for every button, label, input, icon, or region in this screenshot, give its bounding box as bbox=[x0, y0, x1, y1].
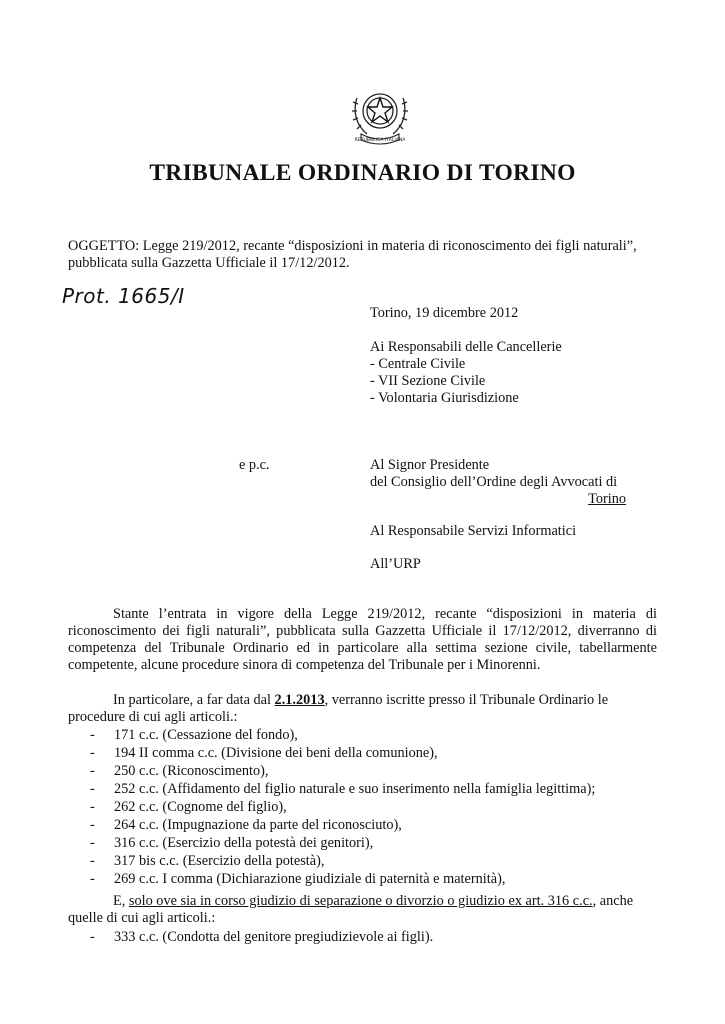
list-item bbox=[90, 853, 595, 871]
paragraph-2 bbox=[68, 692, 657, 726]
recipient-line: - VII Sezione Civile bbox=[370, 373, 486, 389]
recipient-line: - Centrale Civile bbox=[370, 356, 466, 372]
paragraph-1 bbox=[68, 606, 657, 674]
para1-line: competente, alcune procedure sinora di competenza del Tribunale per i Minorenni. bbox=[68, 657, 541, 673]
italian-republic-emblem-icon bbox=[349, 84, 411, 148]
list-item bbox=[90, 763, 595, 781]
bullet-dash: - bbox=[90, 835, 95, 851]
articles-list bbox=[90, 727, 595, 889]
president-line-1: Al Signor Presidente bbox=[370, 457, 490, 473]
para2-line-1 bbox=[68, 692, 657, 709]
bullet-dash: - bbox=[90, 929, 95, 945]
para3-line-1 bbox=[68, 893, 657, 910]
bullet-dash: - bbox=[90, 727, 95, 743]
article-text: 252 c.c. (Affidamento del figlio naturale e suo inserimento nella famiglia legittima); bbox=[114, 781, 596, 797]
para3-line-2: quelle di cui agli articoli.: bbox=[68, 910, 216, 926]
para2-line-2: procedure di cui agli articoli.: bbox=[68, 709, 238, 725]
bullet-dash: - bbox=[90, 745, 95, 761]
subject-block bbox=[68, 238, 668, 272]
articles-list-2 bbox=[90, 929, 433, 947]
article-text: 171 c.c. (Cessazione del fondo), bbox=[114, 727, 298, 743]
para3-text: E, bbox=[113, 893, 129, 909]
list-item bbox=[90, 817, 595, 835]
list-item bbox=[90, 835, 595, 853]
bullet-dash: - bbox=[90, 763, 95, 779]
article-text: 250 c.c. (Riconoscimento), bbox=[114, 763, 269, 779]
subject-line-2: pubblicata sulla Gazzetta Ufficiale il 17/12/2012. bbox=[68, 255, 350, 271]
recipient-urp: All’URP bbox=[370, 556, 421, 572]
para1-line: Stante l’entrata in vigore della Legge 219/2012, recante “disposizioni in materia di bbox=[113, 606, 657, 622]
article-text: 264 c.c. (Impugnazione da parte del riconosciuto), bbox=[114, 817, 402, 833]
recipient-president bbox=[370, 457, 626, 508]
para3-condition: solo ove sia in corso giudizio di separazione o divorzio o giudizio ex art. 316 c.c. bbox=[128, 893, 593, 909]
article-text: 333 c.c. (Condotta del genitore pregiudizievole ai figli). bbox=[114, 929, 434, 945]
subject-line-1: OGGETTO: Legge 219/2012, recante “disposizioni in materia di riconoscimento dei figli naturali”, bbox=[68, 238, 637, 254]
president-line-3: Torino bbox=[588, 491, 626, 507]
list-item bbox=[90, 929, 433, 947]
paragraph-3 bbox=[68, 893, 657, 927]
recipient-line: Ai Responsabili delle Cancellerie bbox=[370, 339, 562, 355]
article-text: 262 c.c. (Cognome del figlio), bbox=[114, 799, 287, 815]
court-title: TRIBUNALE ORDINARIO DI TORINO bbox=[149, 160, 576, 186]
president-line-2: del Consiglio dell’Ordine degli Avvocati di bbox=[370, 474, 618, 490]
place-date: Torino, 19 dicembre 2012 bbox=[370, 305, 519, 321]
emblem-ribbon-text: REPUBBLICA ITALIANA bbox=[354, 138, 406, 143]
para2-text: , verranno iscritte presso il Tribunale Ordinario le bbox=[324, 692, 609, 708]
article-text: 194 II comma c.c. (Divisione dei beni della comunione), bbox=[114, 745, 438, 761]
protocol-number: Prot. 1665/I bbox=[62, 284, 185, 308]
recipient-it-manager: Al Responsabile Servizi Informatici bbox=[370, 523, 577, 539]
list-item bbox=[90, 781, 595, 799]
bullet-dash: - bbox=[90, 871, 95, 887]
recipient-line: - Volontaria Giurisdizione bbox=[370, 390, 519, 406]
list-item bbox=[90, 799, 595, 817]
para1-line: competenza del Tribunale Ordinario ed in particolare alla settima sezione civile, tabellarmente bbox=[68, 640, 657, 656]
article-text: 317 bis c.c. (Esercizio della potestà), bbox=[114, 853, 325, 869]
para2-text: In particolare, a far data dal bbox=[113, 692, 275, 708]
article-text: 316 c.c. (Esercizio della potestà dei genitori), bbox=[114, 835, 374, 851]
list-item bbox=[90, 871, 595, 889]
para3-text: , anche bbox=[592, 893, 634, 909]
bullet-dash: - bbox=[90, 781, 95, 797]
cc-label: e p.c. bbox=[239, 457, 270, 473]
president-line-3-wrap bbox=[370, 491, 626, 508]
list-item bbox=[90, 745, 595, 763]
list-item bbox=[90, 727, 595, 745]
para1-line: riconoscimento dei figli naturali”, pubblicata sulla Gazzetta Ufficiale il 17/12/2012, diverranno di bbox=[68, 623, 657, 639]
recipients-cancellerie bbox=[370, 339, 562, 407]
bullet-dash: - bbox=[90, 817, 95, 833]
bullet-dash: - bbox=[90, 799, 95, 815]
article-text: 269 c.c. I comma (Dichiarazione giudiziale di paternità e maternità), bbox=[114, 871, 506, 887]
effective-date: 2.1.2013 bbox=[274, 692, 325, 708]
bullet-dash: - bbox=[90, 853, 95, 869]
